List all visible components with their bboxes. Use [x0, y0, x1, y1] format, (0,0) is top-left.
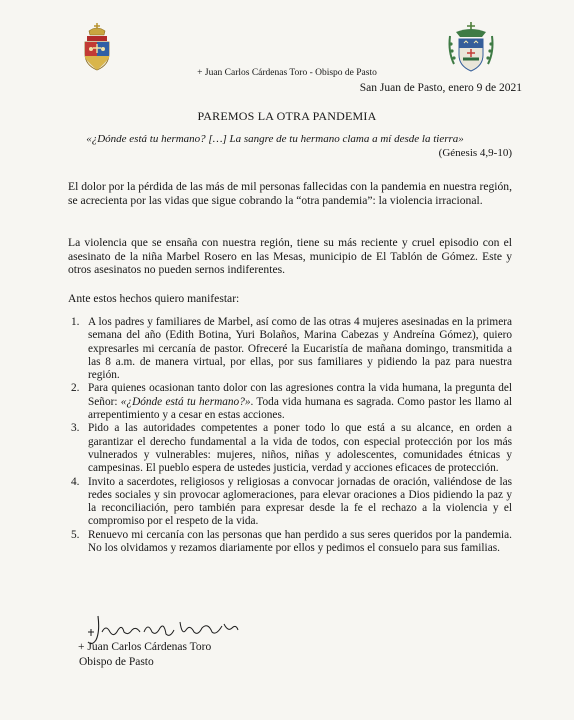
- item-text: Pido a las autoridades competentes a poner todo lo que está a su alcance, en orden a garantizar el derecho fundamental a la vida de todos, con especial protección por los más vulnerados y vulnerables: mujeres, niños, niñas y adolescentes, comunidades étnicas y campesinas. El pueblo espera de ustedes justicia, verdad y acciones eficaces de protección.: [88, 422, 512, 475]
- item-number: 5.: [71, 528, 80, 541]
- signatory-role: Obispo de Pasto: [79, 656, 154, 668]
- letter-title: PAREMOS LA OTRA PANDEMIA: [197, 109, 377, 123]
- item-text: Invito a sacerdotes, religiosos y religiosas a convocar jornadas de oración, valiéndose de las redes sociales y sin provocar aglomeraciones, para elevar oraciones a Dios pidiendo la paz y la reconciliación, pero también para expresar desde la fe el rechazo a la violencia y el compromiso por el respeto de la vida.: [88, 475, 512, 528]
- item-text: . Toda vida humana es sagrada. Como pastor les llamo al arrepentimiento y a cesar en estas acciones.: [88, 395, 512, 422]
- list-item: [71, 422, 512, 475]
- item-number: 1.: [71, 316, 80, 328]
- item-number: 4.: [71, 475, 80, 488]
- statement-list: [71, 316, 512, 555]
- epigraph-citation: (Génesis 4,9-10): [438, 147, 512, 159]
- list-item: [71, 316, 512, 382]
- item-quote: «¿Dónde está tu hermano?»: [120, 395, 251, 408]
- diocese-coat-of-arms-icon: [446, 22, 496, 74]
- list-item: [71, 475, 512, 529]
- item-text: A los padres y familiares de Marbel, así como de las otras 4 mujeres asesinadas en la primera semana del año (Edith Botina, Yuri Bolaños, Marina Cabezas y Andreína Gómez), quiero expresarles mi cercanía de pastor. Ofreceré la Eucaristía de mañana domingo, transmitida a las 8 a.m. de manera virtual, por ellas, por sus familiares y pidiendo la paz para nuestra región.: [88, 316, 512, 382]
- paragraph-lead-in: Ante estos hechos quiero manifestar:: [68, 292, 240, 305]
- list-item: [71, 528, 512, 556]
- letter-date: San Juan de Pasto, enero 9 de 2021: [359, 82, 522, 94]
- item-text: Para quienes ocasionan tanto dolor con las agresiones contra la vida humana, la pregunta del Señor:: [88, 382, 512, 408]
- item-text: Renuevo mi cercanía con las personas que han perdido a sus seres queridos por la pandemia. No los olvidamos y rezamos diariamente por ellos y pedimos el consuelo para sus familias.: [88, 528, 512, 555]
- epigraph-quote: «¿Dónde está tu hermano? […] La sangre de tu hermano clama a mí desde la tierra»: [86, 133, 464, 145]
- episcopal-coat-of-arms-icon: [82, 22, 112, 72]
- paragraph-violence: La violencia que se ensaña con nuestra región, tiene su más reciente y cruel episodio con el asesinato de la niña Marbel Rosero en las Mesas, municipio de El Tablón de Gómez. Este y otros asesinatos no pueden sernos indiferentes.: [68, 236, 512, 277]
- item-number: 3.: [71, 422, 80, 435]
- bishop-line: + Juan Carlos Cárdenas Toro - Obispo de Pasto: [197, 68, 377, 78]
- item-number: 2.: [71, 382, 80, 395]
- signatory-name: + Juan Carlos Cárdenas Toro: [78, 641, 212, 653]
- paragraph-intro: El dolor por la pérdida de las más de mil personas fallecidas con la pandemia en nuestra región, se acrecienta por las vidas que sigue cobrando la “otra pandemia”: la violencia irracional.: [68, 180, 512, 207]
- list-item: [71, 382, 512, 422]
